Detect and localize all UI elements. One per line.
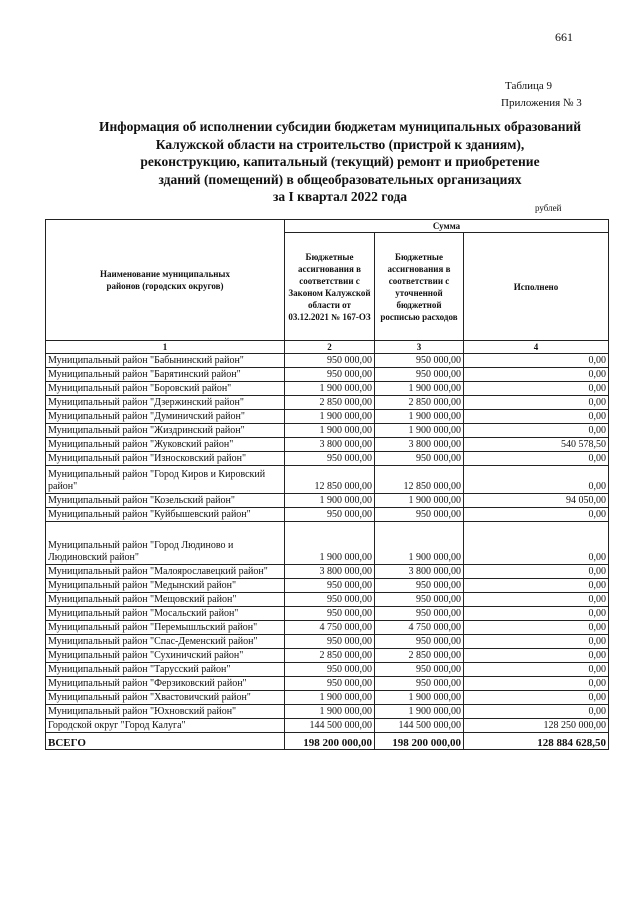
budget-law: 1 900 000,00 (285, 705, 375, 719)
executed: 128 884 628,50 (464, 733, 609, 750)
budget-revised: 950 000,00 (375, 607, 464, 621)
district-name: ВСЕГО (46, 733, 285, 750)
executed: 0,00 (464, 396, 609, 410)
budget-law: 144 500 000,00 (285, 719, 375, 733)
col-number: 3 (375, 341, 464, 354)
page-number: 661 (555, 30, 573, 44)
district-name: Муниципальный район "Куйбышевский район" (46, 508, 285, 522)
executed: 0,00 (464, 452, 609, 466)
district-name: Муниципальный район "Медынский район" (46, 579, 285, 593)
district-name: Муниципальный район "Тарусский район" (46, 663, 285, 677)
executed: 0,00 (464, 424, 609, 438)
document-title (90, 118, 590, 206)
executed: 0,00 (464, 705, 609, 719)
budget-law: 950 000,00 (285, 354, 375, 368)
executed: 0,00 (464, 522, 609, 565)
table-row (46, 635, 609, 649)
table-row (46, 494, 609, 508)
executed: 0,00 (464, 410, 609, 424)
budget-revised: 4 750 000,00 (375, 621, 464, 635)
budget-revised: 3 800 000,00 (375, 565, 464, 579)
table-row (46, 621, 609, 635)
header-sum: Сумма (285, 220, 609, 233)
district-name: Муниципальный район "Бабынинский район" (46, 354, 285, 368)
executed: 0,00 (464, 354, 609, 368)
budget-law: 1 900 000,00 (285, 424, 375, 438)
budget-law: 950 000,00 (285, 368, 375, 382)
district-name: Муниципальный район "Сухиничский район" (46, 649, 285, 663)
budget-revised: 950 000,00 (375, 593, 464, 607)
budget-revised: 950 000,00 (375, 663, 464, 677)
budget-revised: 2 850 000,00 (375, 396, 464, 410)
budget-revised: 12 850 000,00 (375, 466, 464, 494)
budget-law: 1 900 000,00 (285, 691, 375, 705)
executed: 540 578,50 (464, 438, 609, 452)
table-row (46, 579, 609, 593)
executed: 0,00 (464, 593, 609, 607)
budget-law: 1 900 000,00 (285, 382, 375, 396)
budget-law: 3 800 000,00 (285, 565, 375, 579)
district-name: Муниципальный район "Дзержинский район" (46, 396, 285, 410)
budget-law: 950 000,00 (285, 607, 375, 621)
budget-revised: 950 000,00 (375, 452, 464, 466)
budget-revised: 1 900 000,00 (375, 522, 464, 565)
table-label: Таблица 9 (505, 80, 553, 92)
budget-law: 1 900 000,00 (285, 522, 375, 565)
header-name: Наименование муниципальных районов (городских округов) (46, 220, 285, 341)
budget-law: 950 000,00 (285, 579, 375, 593)
executed: 0,00 (464, 368, 609, 382)
budget-law: 4 750 000,00 (285, 621, 375, 635)
budget-law: 950 000,00 (285, 663, 375, 677)
budget-law: 2 850 000,00 (285, 396, 375, 410)
budget-revised: 950 000,00 (375, 677, 464, 691)
district-name: Муниципальный район "Мещовский район" (46, 593, 285, 607)
budget-law: 1 900 000,00 (285, 410, 375, 424)
executed: 94 050,00 (464, 494, 609, 508)
table-row (46, 424, 609, 438)
executed: 0,00 (464, 649, 609, 663)
title-line: реконструкцию, капитальный (текущий) ремонт и приобретение (140, 154, 540, 169)
executed: 0,00 (464, 635, 609, 649)
executed: 128 250 000,00 (464, 719, 609, 733)
district-name: Муниципальный район "Мосальский район" (46, 607, 285, 621)
budget-revised: 1 900 000,00 (375, 382, 464, 396)
table-row (46, 719, 609, 733)
table-row (46, 396, 609, 410)
budget-revised: 1 900 000,00 (375, 424, 464, 438)
budget-revised: 1 900 000,00 (375, 705, 464, 719)
district-name: Муниципальный район "Малоярославецкий район" (46, 565, 285, 579)
executed: 0,00 (464, 621, 609, 635)
title-line: за I квартал 2022 года (272, 189, 408, 204)
budget-law: 2 850 000,00 (285, 649, 375, 663)
budget-revised: 2 850 000,00 (375, 649, 464, 663)
district-name: Муниципальный район "Боровский район" (46, 382, 285, 396)
table-row (46, 677, 609, 691)
title-line: Калужской области на строительство (пристрой к зданиям), (155, 136, 525, 152)
district-name: Муниципальный район "Ферзиковский район" (46, 677, 285, 691)
table-row (46, 593, 609, 607)
district-name: Муниципальный район "Город Людиново и Людиновский район" (46, 522, 285, 565)
table-row (46, 368, 609, 382)
district-name: Муниципальный район "Думиничский район" (46, 410, 285, 424)
budget-law: 950 000,00 (285, 593, 375, 607)
title-line: зданий (помещений) в общеобразовательных организациях (158, 171, 522, 187)
executed: 0,00 (464, 663, 609, 677)
district-name: Муниципальный район "Козельский район" (46, 494, 285, 508)
district-name: Муниципальный район "Жиздринский район" (46, 424, 285, 438)
executed: 0,00 (464, 508, 609, 522)
budget-revised: 950 000,00 (375, 635, 464, 649)
budget-revised: 198 200 000,00 (375, 733, 464, 750)
table-row (46, 649, 609, 663)
budget-law: 950 000,00 (285, 677, 375, 691)
table-row (46, 466, 609, 494)
budget-law: 950 000,00 (285, 508, 375, 522)
table-row (46, 522, 609, 565)
budget-revised: 144 500 000,00 (375, 719, 464, 733)
district-name: Городской округ "Город Калуга" (46, 719, 285, 733)
budget-revised: 1 900 000,00 (375, 691, 464, 705)
budget-law: 3 800 000,00 (285, 438, 375, 452)
appendix-label: Приложения № 3 (501, 97, 582, 109)
table-row (46, 410, 609, 424)
executed: 0,00 (464, 466, 609, 494)
district-name: Муниципальный район "Хвастовичский район" (46, 691, 285, 705)
table-row (46, 354, 609, 368)
budget-law: 950 000,00 (285, 635, 375, 649)
col-number: 2 (285, 341, 375, 354)
district-name: Муниципальный район "Город Киров и Кировский район" (46, 466, 285, 494)
budget-revised: 3 800 000,00 (375, 438, 464, 452)
table-row (46, 691, 609, 705)
total-row (46, 733, 609, 750)
header-col3: Бюджетные ассигнования в соответствии с уточненной бюджетной росписью расходов (375, 233, 464, 341)
subsidy-table (45, 219, 609, 750)
budget-revised: 950 000,00 (375, 354, 464, 368)
budget-revised: 950 000,00 (375, 508, 464, 522)
executed: 0,00 (464, 579, 609, 593)
table-row (46, 705, 609, 719)
col-number: 4 (464, 341, 609, 354)
unit-label: рублей (535, 203, 562, 213)
header-col4: Исполнено (464, 233, 609, 341)
district-name: Муниципальный район "Жуковский район" (46, 438, 285, 452)
table-row (46, 382, 609, 396)
budget-law: 198 200 000,00 (285, 733, 375, 750)
budget-revised: 1 900 000,00 (375, 494, 464, 508)
executed: 0,00 (464, 691, 609, 705)
budget-revised: 950 000,00 (375, 579, 464, 593)
district-name: Муниципальный район "Перемышльский район" (46, 621, 285, 635)
table-row (46, 452, 609, 466)
table-row (46, 565, 609, 579)
table-row (46, 438, 609, 452)
col-number: 1 (46, 341, 285, 354)
header-col2: Бюджетные ассигнования в соответствии с Законом Калужской области от 03.12.2021 № 167-ОЗ (285, 233, 375, 341)
budget-law: 12 850 000,00 (285, 466, 375, 494)
district-name: Муниципальный район "Барятинский район" (46, 368, 285, 382)
executed: 0,00 (464, 565, 609, 579)
executed: 0,00 (464, 382, 609, 396)
budget-law: 950 000,00 (285, 452, 375, 466)
district-name: Муниципальный район "Износковский район" (46, 452, 285, 466)
table-row (46, 607, 609, 621)
title-line: Информация об исполнении субсидии бюджетам муниципальных образований (98, 119, 582, 134)
table-row (46, 663, 609, 677)
budget-revised: 950 000,00 (375, 368, 464, 382)
executed: 0,00 (464, 607, 609, 621)
district-name: Муниципальный район "Спас-Деменский район" (46, 635, 285, 649)
district-name: Муниципальный район "Юхновский район" (46, 705, 285, 719)
budget-law: 1 900 000,00 (285, 494, 375, 508)
table-row (46, 508, 609, 522)
executed: 0,00 (464, 677, 609, 691)
budget-revised: 1 900 000,00 (375, 410, 464, 424)
